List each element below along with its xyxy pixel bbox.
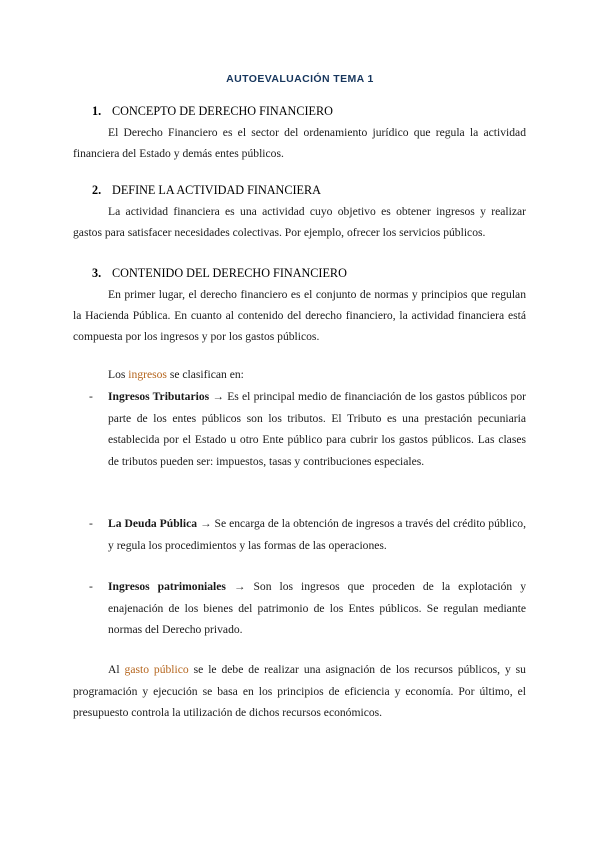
list-item-deuda-publica	[108, 513, 526, 556]
ingresos-intro-after: se clasifican en:	[166, 368, 244, 381]
list-item-term: Ingresos patrimoniales →	[108, 580, 246, 593]
list-item-text: Son los ingresos que proceden de la explotación y enajenación de los bienes del patrimonio de los Entes públicos. Se regulan mediante normas del Derecho privado.	[108, 580, 526, 636]
section-3-heading	[92, 266, 347, 281]
section-1-number: 1.	[92, 104, 102, 118]
closing-before: Al	[108, 663, 125, 676]
closing-after: se le debe de realizar una asignación de los recursos públicos, y su programación y ejecución se basa en los principios de eficiencia y economía. Por último, el presupuesto controla la utilización de dichos recursos económicos.	[73, 663, 526, 719]
section-1-body: El Derecho Financiero es el sector del ordenamiento jurídico que regula la actividad financiera del Estado y demás entes públicos.	[73, 126, 526, 160]
ingresos-intro-before: Los	[108, 368, 129, 381]
list-item-ingresos-tributarios	[108, 386, 526, 472]
gasto-publico-highlight: gasto público	[124, 663, 189, 676]
ingresos-highlight: ingresos	[128, 368, 167, 381]
section-3-body: En primer lugar, el derecho financiero es el conjunto de normas y principios que regulan la Hacienda Pública. En cuanto al contenido del derecho financiero, la actividad financiera está compuesta por los ingresos y por los gastos públicos.	[73, 288, 526, 343]
section-2-title: DEFINE LA ACTIVIDAD FINANCIERA	[112, 183, 321, 197]
section-3-number: 3.	[92, 266, 102, 280]
list-item-term: La Deuda Pública →	[108, 517, 212, 530]
section-1-title: CONCEPTO DE DERECHO FINANCIERO	[112, 104, 333, 118]
list-item-text: Es el principal medio de financiación de los gastos públicos por parte de los entes públicos son los tributos. El Tributo es una prestación pecuniaria establecida por el Estado u otro Ente público para cubrir los gastos públicos. Las clases de tributos pueden ser: impuestos, tasas y contribuciones especiales.	[108, 390, 527, 468]
section-2-number: 2.	[92, 183, 102, 197]
list-item-text: Se encarga de la obtención de ingresos a través del crédito público, y regula los procedimientos y las formas de las operaciones.	[108, 517, 526, 552]
closing-paragraph	[73, 659, 526, 724]
document-title: AUTOEVALUACIÓN TEMA 1	[226, 73, 374, 85]
list-bullet: -	[89, 390, 93, 403]
list-bullet: -	[89, 517, 93, 530]
list-item-ingresos-patrimoniales	[108, 576, 526, 641]
section-1-heading	[92, 104, 333, 119]
list-item-term: Ingresos Tributarios →	[108, 390, 224, 403]
list-bullet: -	[89, 580, 93, 593]
section-2-body: La actividad financiera es una actividad cuyo objetivo es obtener ingresos y realizar gastos para satisfacer necesidades colectivas. Por ejemplo, ofrecer los servicios públicos.	[73, 205, 526, 239]
section-3-title: CONTENIDO DEL DERECHO FINANCIERO	[112, 266, 347, 280]
ingresos-intro	[108, 368, 244, 381]
section-2-heading	[92, 183, 321, 198]
